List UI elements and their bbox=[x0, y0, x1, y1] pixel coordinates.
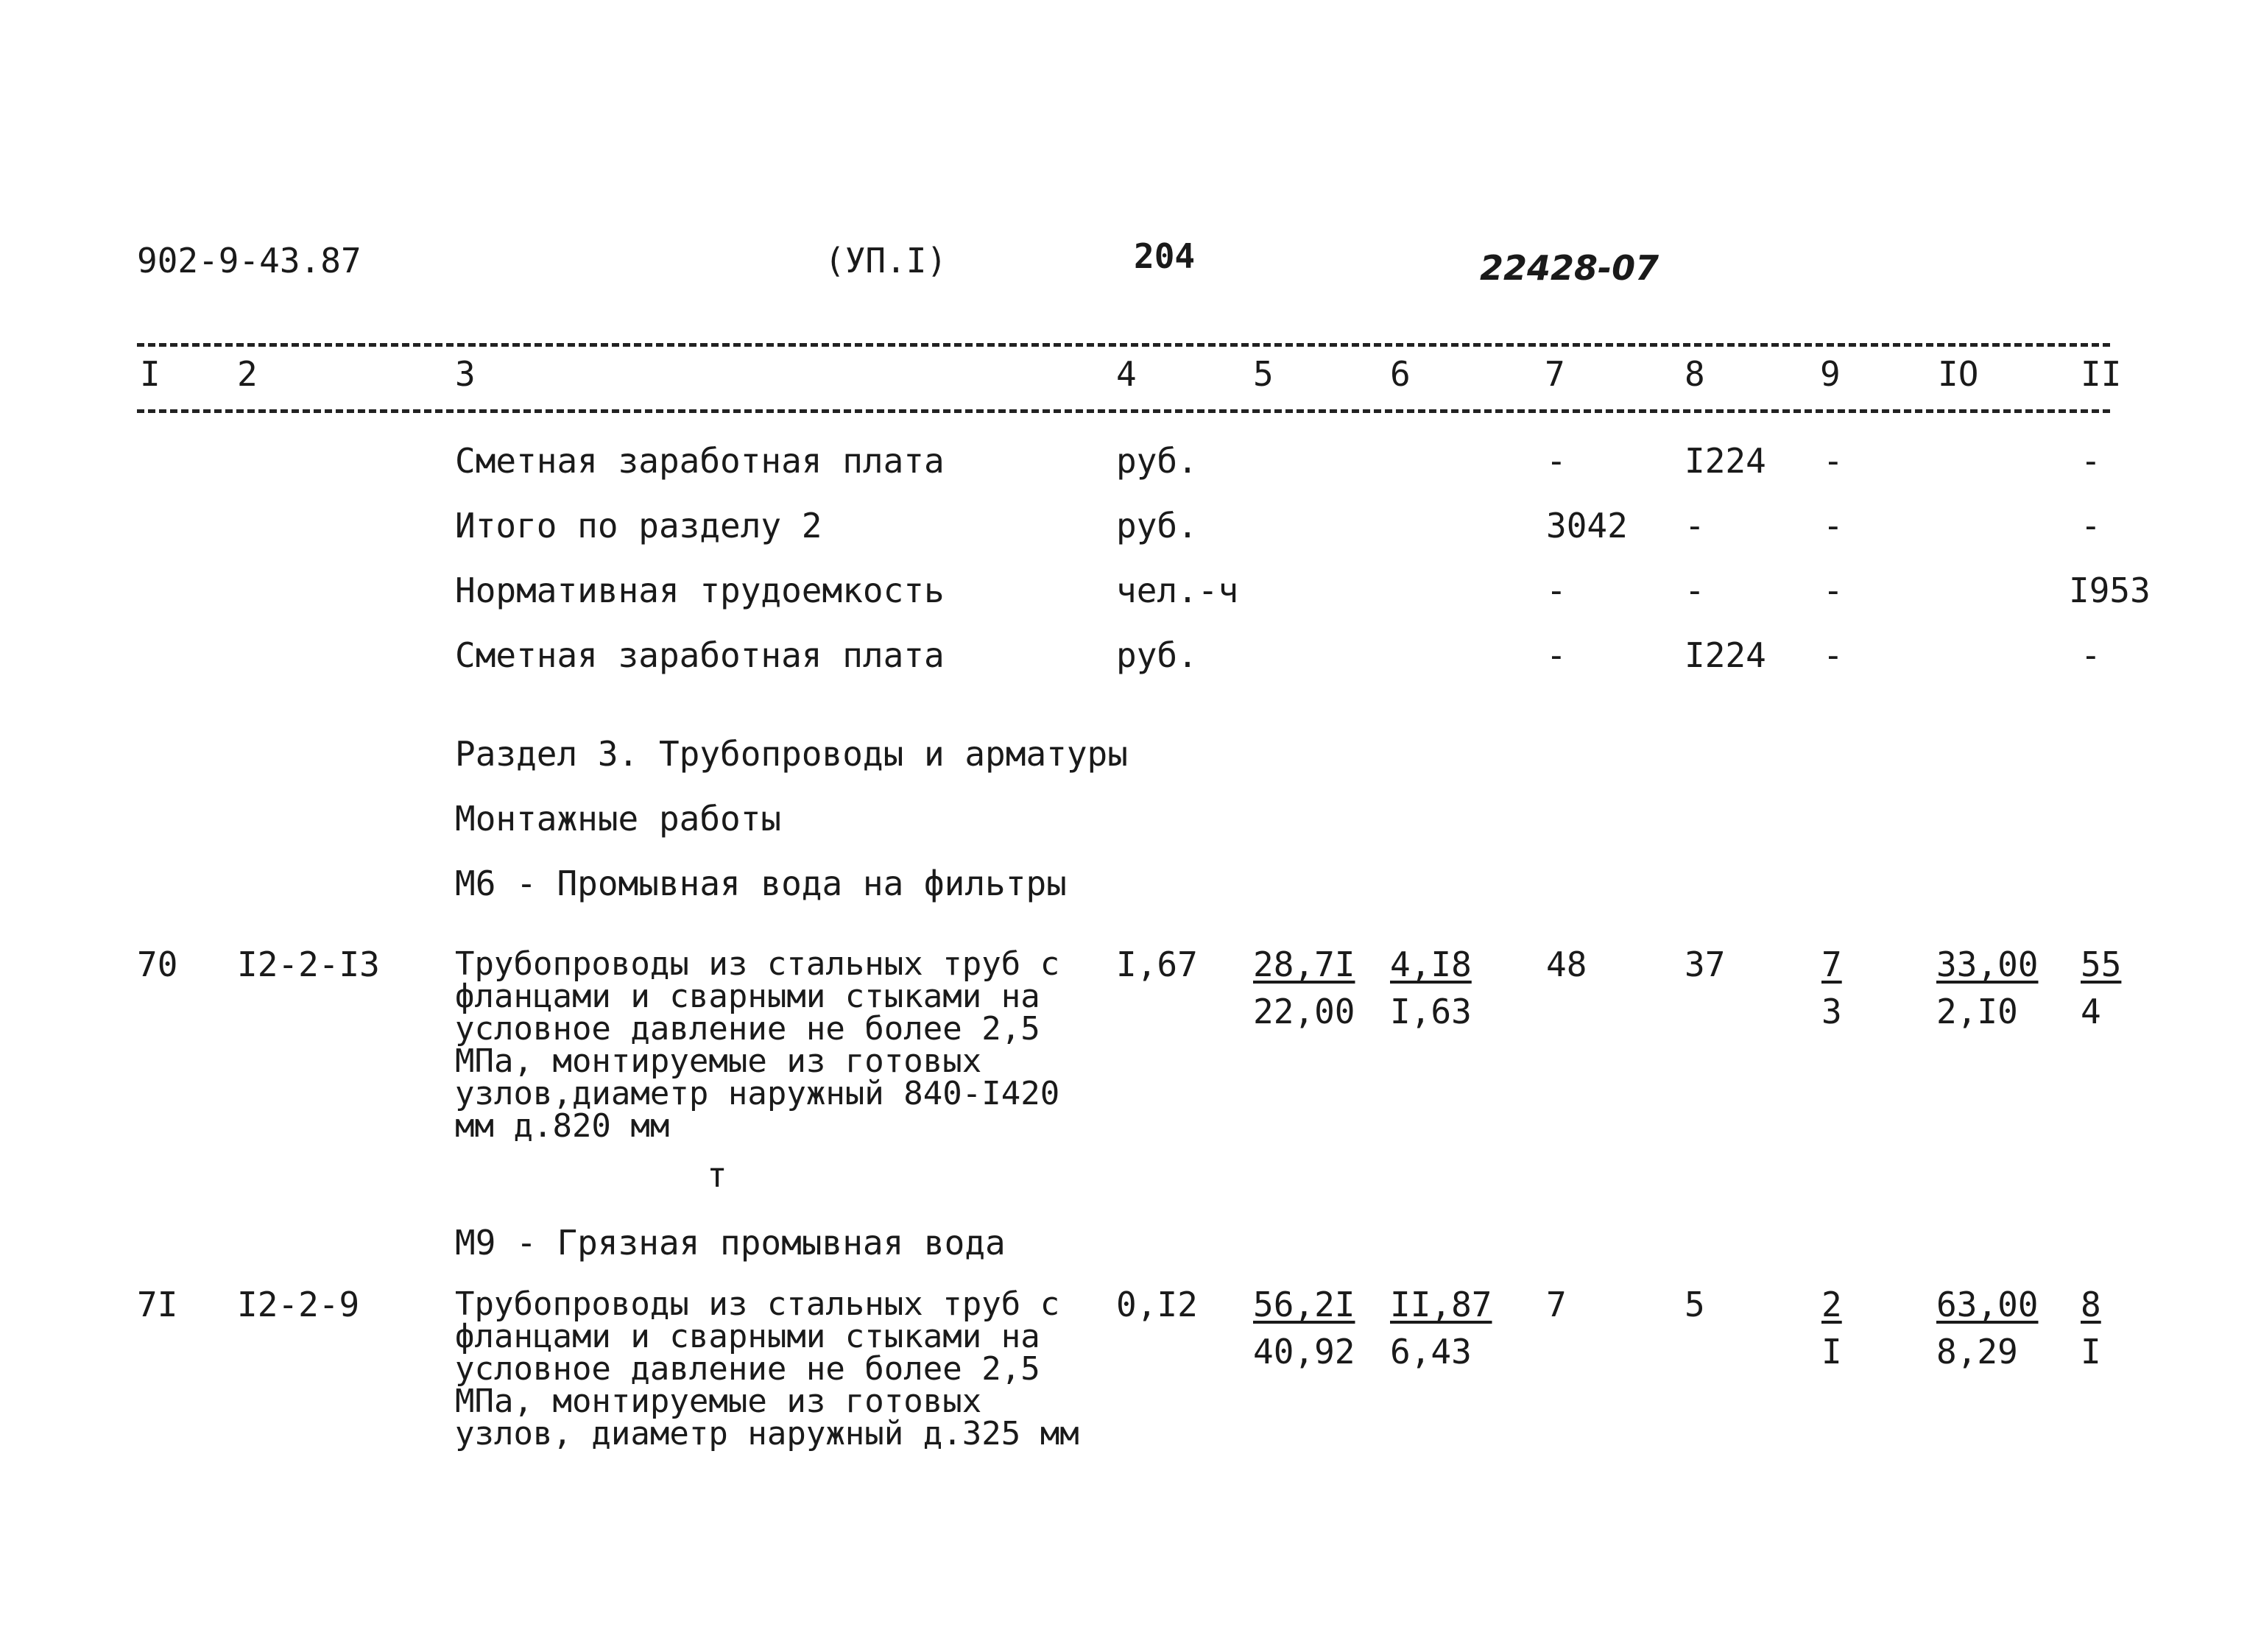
summary-col11: - bbox=[2081, 635, 2101, 675]
item-description: Трубопроводы из стальных труб с фланцами и сварными стыками на условное давление не более 2,5 МПа, монтируемые из готовых узлов,диаметр наружный 840-I420 мм д.820 мм bbox=[455, 945, 1060, 1145]
item-col11-bottom: 4 bbox=[2081, 992, 2101, 1031]
col-header-10: IO bbox=[1938, 354, 1979, 394]
summary-col8: - bbox=[1685, 571, 1705, 610]
group-heading: М9 - Грязная промывная вода bbox=[455, 1223, 1006, 1263]
section-title: Раздел 3. Трубопроводы и арматуры bbox=[455, 734, 1128, 774]
item-col11-top: 8 bbox=[2081, 1285, 2101, 1324]
item-col5-bottom: 40,92 bbox=[1253, 1332, 1355, 1372]
summary-unit: руб. bbox=[1116, 506, 1198, 546]
summary-name: Нормативная трудоемкость bbox=[455, 571, 945, 610]
item-col7: 48 bbox=[1546, 945, 1587, 984]
summary-col9: - bbox=[1823, 506, 1844, 546]
inventory-number: 22428-07 bbox=[1480, 248, 1659, 288]
col-header-8: 8 bbox=[1685, 354, 1705, 394]
header-rule-top bbox=[137, 343, 2110, 347]
item-col6-bottom: 6,43 bbox=[1390, 1332, 1472, 1372]
item-unit: т bbox=[707, 1155, 727, 1195]
header-rule-bottom bbox=[137, 409, 2110, 413]
item-code: I2-2-9 bbox=[237, 1285, 360, 1324]
summary-col8: I224 bbox=[1685, 635, 1766, 675]
summary-col7: - bbox=[1546, 441, 1567, 481]
col-header-7: 7 bbox=[1545, 354, 1565, 394]
col-header-4: 4 bbox=[1116, 354, 1137, 394]
col-header-3: 3 bbox=[455, 354, 476, 394]
summary-col9: - bbox=[1823, 571, 1844, 610]
summary-name: Итого по разделу 2 bbox=[455, 506, 822, 546]
page-number: 204 bbox=[1134, 236, 1196, 276]
col-header-5: 5 bbox=[1253, 354, 1274, 394]
summary-col9: - bbox=[1823, 635, 1844, 675]
item-col9-top: 7 bbox=[1821, 945, 1842, 984]
item-col10-top: 33,00 bbox=[1936, 945, 2039, 984]
summary-col8: I224 bbox=[1685, 441, 1766, 481]
item-col11-top: 55 bbox=[2081, 945, 2122, 984]
summary-col11: I953 bbox=[2069, 571, 2151, 610]
album-label: (УП.I) bbox=[825, 241, 948, 280]
item-col5-top: 28,7I bbox=[1253, 945, 1355, 984]
item-col6-bottom: I,63 bbox=[1390, 992, 1472, 1031]
item-col9-bottom: I bbox=[1821, 1332, 1842, 1372]
item-description: Трубопроводы из стальных труб с фланцами и сварными стыками на условное давление не более 2,5 МПа, монтируемые из готовых узлов, диаметр наружный д.325 мм bbox=[455, 1285, 1079, 1452]
summary-col7: - bbox=[1546, 635, 1567, 675]
item-number: 7I bbox=[137, 1285, 178, 1324]
item-col5-bottom: 22,00 bbox=[1253, 992, 1355, 1031]
summary-unit: руб. bbox=[1116, 441, 1198, 481]
summary-col7: - bbox=[1546, 571, 1567, 610]
section-subtitle: Монтажные работы bbox=[455, 799, 782, 839]
item-number: 70 bbox=[137, 945, 178, 984]
col-header-2: 2 bbox=[237, 354, 258, 394]
summary-col11: - bbox=[2081, 506, 2101, 546]
item-col8: 5 bbox=[1685, 1285, 1705, 1324]
summary-col8: - bbox=[1685, 506, 1705, 546]
item-col8: 37 bbox=[1685, 945, 1726, 984]
item-col10-bottom: 2,I0 bbox=[1936, 992, 2018, 1031]
item-col5-top: 56,2I bbox=[1253, 1285, 1355, 1324]
item-col9-top: 2 bbox=[1821, 1285, 1842, 1324]
col-header-6: 6 bbox=[1390, 354, 1411, 394]
item-col10-bottom: 8,29 bbox=[1936, 1332, 2018, 1372]
item-quantity: I,67 bbox=[1116, 945, 1198, 984]
group-heading: М6 - Промывная вода на фильтры bbox=[455, 864, 1067, 903]
item-col6-top: II,87 bbox=[1390, 1285, 1492, 1324]
item-col11-bottom: I bbox=[2081, 1332, 2101, 1372]
item-code: I2-2-I3 bbox=[237, 945, 380, 984]
summary-col9: - bbox=[1823, 441, 1844, 481]
item-col6-top: 4,I8 bbox=[1390, 945, 1472, 984]
doc-code: 902-9-43.87 bbox=[137, 241, 361, 280]
summary-unit: чел.-ч bbox=[1116, 571, 1239, 610]
item-quantity: 0,I2 bbox=[1116, 1285, 1198, 1324]
col-header-11: II bbox=[2081, 354, 2122, 394]
col-header-9: 9 bbox=[1820, 354, 1841, 394]
summary-unit: руб. bbox=[1116, 635, 1198, 675]
summary-name: Сметная заработная плата bbox=[455, 635, 945, 675]
summary-col7: 3042 bbox=[1546, 506, 1628, 546]
item-col7: 7 bbox=[1546, 1285, 1567, 1324]
item-col10-top: 63,00 bbox=[1936, 1285, 2039, 1324]
summary-name: Сметная заработная плата bbox=[455, 441, 945, 481]
summary-col11: - bbox=[2081, 441, 2101, 481]
item-col9-bottom: 3 bbox=[1821, 992, 1842, 1031]
col-header-1: I bbox=[140, 354, 161, 394]
